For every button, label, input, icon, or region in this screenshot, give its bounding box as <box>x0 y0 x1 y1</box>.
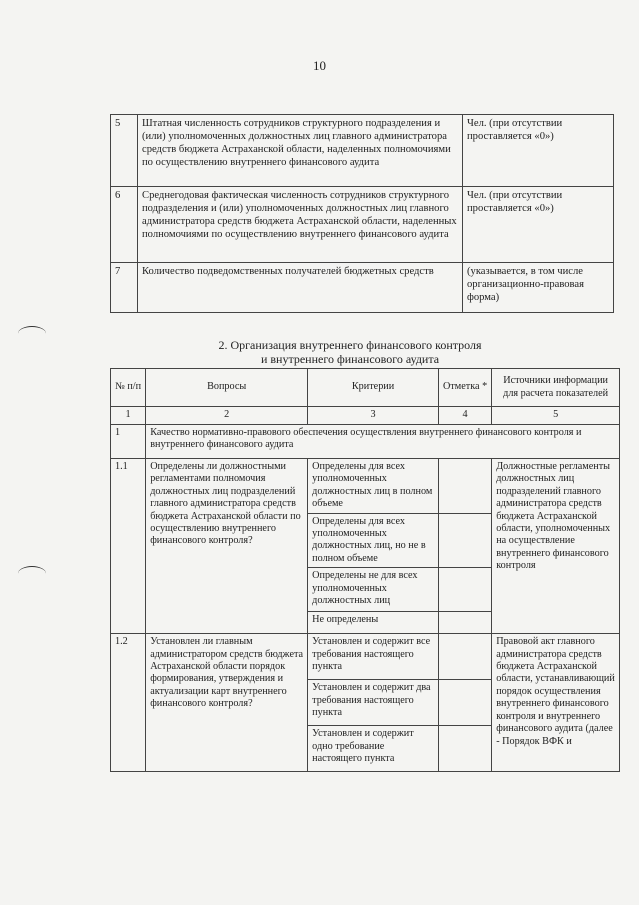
row-number: 5 <box>111 115 138 187</box>
row-question: Среднегодовая фактическая численность сотрудников структурного подразделения и (или) уполномоченных должностных лиц главного администратора средств бюджета Астраханской области, наделенных полномочиями по осуществлению внутреннего финансового аудита <box>138 187 463 263</box>
column-number: 5 <box>492 407 620 425</box>
mark-cell <box>438 459 491 514</box>
row-question: Количество подведомственных получателей бюджетных средств <box>138 263 463 313</box>
header-questions: Вопросы <box>146 369 308 407</box>
criterion: Не определены <box>308 612 439 634</box>
mark-cell <box>438 634 491 680</box>
row-note: Чел. (при отсутствии проставляется «0») <box>463 115 614 187</box>
criterion: Определены для всех уполномоченных должностных лиц в полном объеме <box>308 459 439 514</box>
criterion: Определены для всех уполномоченных должностных лиц, но не в полном объеме <box>308 513 439 568</box>
mark-cell <box>438 726 491 772</box>
header-num: № п/п <box>111 369 146 407</box>
row-source: Правовой акт главного администратора средств бюджета Астраханской области, устанавливающий порядок осуществления внутреннего финансового контроля и внутреннего финансового аудита (далее - Порядок ВФК и <box>492 634 620 772</box>
table-row <box>111 115 614 187</box>
mark-cell <box>438 513 491 568</box>
section-title-line: 2. Организация внутреннего финансового контроля <box>218 338 482 352</box>
row-number: 1.2 <box>111 634 146 772</box>
header-mark: Отметка * <box>438 369 491 407</box>
section-title <box>140 338 560 366</box>
row-note: Чел. (при отсутствии проставляется «0») <box>463 187 614 263</box>
page-number: 10 <box>313 58 326 73</box>
table-row <box>111 459 620 514</box>
mark-cell <box>438 680 491 726</box>
row-source: Должностные регламенты должностных лиц подразделений главного администратора средств бюджета Астраханской области, уполномоченных на осуществление внутреннего финансового контроля <box>492 459 620 634</box>
criterion: Установлен и содержит одно требование настоящего пункта <box>308 726 439 772</box>
mark-cell <box>438 568 491 612</box>
table-row <box>111 263 614 313</box>
header-criteria: Критерии <box>308 369 439 407</box>
row-number: 6 <box>111 187 138 263</box>
column-number: 3 <box>308 407 439 425</box>
indicators-table <box>110 114 614 313</box>
table-row <box>111 187 614 263</box>
section-title-line: и внутреннего финансового аудита <box>260 352 440 366</box>
column-number: 4 <box>438 407 491 425</box>
punch-hole-mark <box>18 566 46 581</box>
row-question: Штатная численность сотрудников структурного подразделения и (или) уполномоченных должностных лиц главного администратора средств бюджета Астраханской области, наделенных полномочиями по осуществлению внутреннего финансового аудита <box>138 115 463 187</box>
column-number: 2 <box>146 407 308 425</box>
column-number-row <box>111 407 620 425</box>
punch-hole-mark <box>18 326 46 341</box>
row-number: 7 <box>111 263 138 313</box>
row-question: Определены ли должностными регламентами полномочия должностных лиц подразделений главного администратора средств бюджета Астраханской области по осуществлению внутреннего финансового контроля? <box>146 459 308 634</box>
column-number: 1 <box>111 407 146 425</box>
criterion: Определены не для всех уполномоченных должностных лиц <box>308 568 439 612</box>
control-criteria-table <box>110 368 620 772</box>
row-question: Установлен ли главным администратором средств бюджета Астраханской области порядок формирования, утверждения и актуализации карт внутреннего финансового контроля? <box>146 634 308 772</box>
header-sources: Источники информации для расчета показателей <box>492 369 620 407</box>
section-row <box>111 425 620 459</box>
section-text: Качество нормативно-правового обеспечения осуществления внутреннего финансового контроля и внутреннего финансового аудита <box>146 425 620 459</box>
table-header-row <box>111 369 620 407</box>
table-row <box>111 634 620 680</box>
row-note: (указывается, в том числе организационно-правовая форма) <box>463 263 614 313</box>
section-number: 1 <box>111 425 146 459</box>
criterion: Установлен и содержит два требования настоящего пункта <box>308 680 439 726</box>
mark-cell <box>438 612 491 634</box>
criterion: Установлен и содержит все требования настоящего пункта <box>308 634 439 680</box>
row-number: 1.1 <box>111 459 146 634</box>
